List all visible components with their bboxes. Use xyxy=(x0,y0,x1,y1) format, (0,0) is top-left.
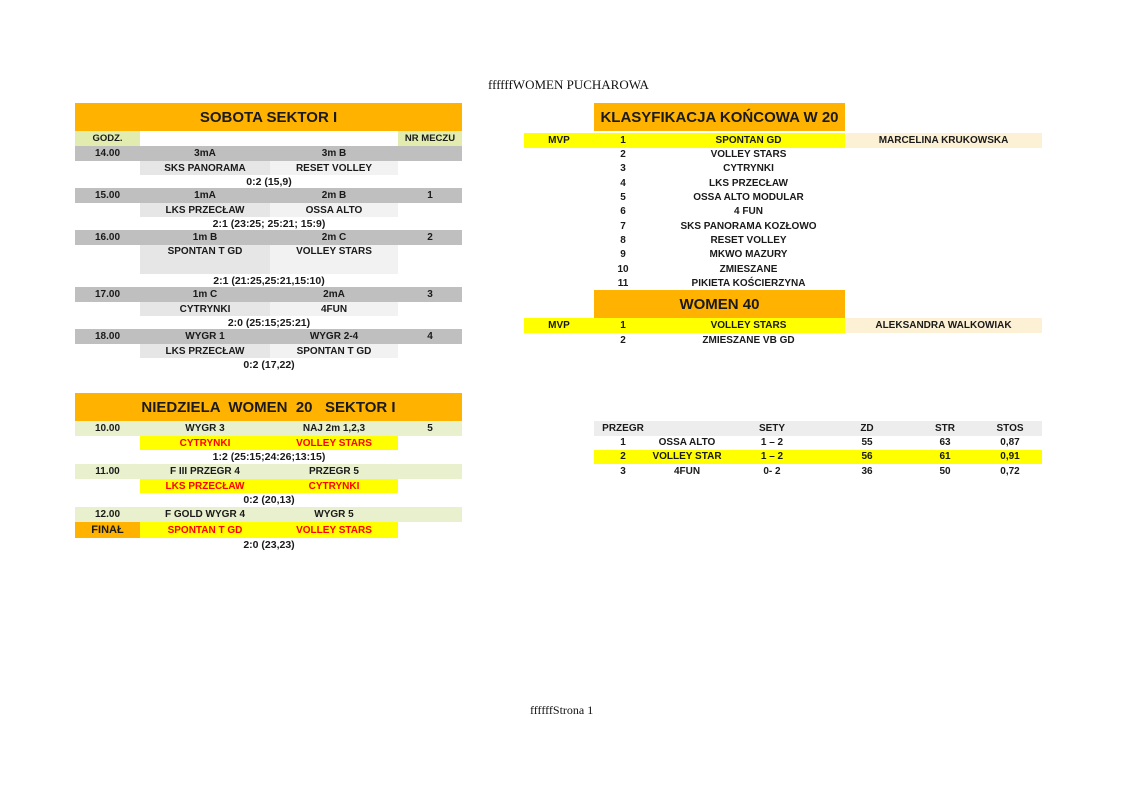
ranking-row-mvp xyxy=(524,133,1042,148)
sunday-table-header: NIEDZIELA WOMEN 20 SEKTOR I xyxy=(75,393,462,421)
spacer xyxy=(75,436,140,450)
spacer xyxy=(398,538,462,552)
spacer xyxy=(75,358,140,371)
match-teams-row xyxy=(75,344,462,358)
rank-number: 1 xyxy=(594,133,652,148)
match-score: 2:0 (25:15;25:21) xyxy=(227,316,311,329)
str-value: 61 xyxy=(912,450,978,464)
match-slot-a: WYGR 3 xyxy=(185,423,225,434)
match-slot-a: F III PRZEGR 4 xyxy=(169,466,240,477)
spacer xyxy=(75,538,140,552)
spacer xyxy=(75,161,140,175)
team-name: OSSA ALTO MODULAR xyxy=(693,192,804,204)
match-slot-b: NAJ 2m 1,2,3 xyxy=(302,423,366,434)
match-score: 0:2 (20,13) xyxy=(243,494,295,506)
match-slot-b: 2m C xyxy=(321,232,347,243)
spacer xyxy=(140,131,270,146)
mvp-label: MVP xyxy=(524,318,594,333)
spacer xyxy=(75,344,140,358)
match-score-row xyxy=(75,217,462,230)
team-b-name: 4FUN xyxy=(270,302,398,316)
team-name: ZMIESZANE VB GD xyxy=(702,334,795,346)
rank-number: 1 xyxy=(620,437,626,449)
team-b-name: VOLLEY STARS xyxy=(270,436,398,450)
ranking-row xyxy=(524,262,1042,276)
team-name: VOLLEY STAR xyxy=(652,451,722,463)
ranking-row xyxy=(524,276,1042,290)
str-value: 50 xyxy=(939,465,951,477)
team-a-name: SKS PANORAMA xyxy=(140,161,270,175)
spacer xyxy=(75,479,140,493)
mvp-label: MVP xyxy=(524,133,594,148)
spacer xyxy=(845,148,1042,162)
match-score: 2:1 (21:25,25:21,15:10) xyxy=(213,274,325,287)
sets-value: 0- 2 xyxy=(763,465,781,477)
rank-number: 1 xyxy=(594,318,652,333)
zd-value: 55 xyxy=(861,437,873,449)
rank-number: 6 xyxy=(620,206,626,218)
final-classification-table xyxy=(524,103,1042,347)
match-time: 18.00 xyxy=(94,331,121,342)
spacer xyxy=(845,333,1042,347)
ranking-row xyxy=(524,162,1042,176)
spacer xyxy=(270,131,398,146)
match-time: 14.00 xyxy=(94,148,121,159)
team-name: SPONTAN GD xyxy=(652,133,845,148)
match-time-row xyxy=(75,287,462,302)
team-a-name: CYTRYNKI xyxy=(140,302,270,316)
spacer xyxy=(398,493,462,507)
team-name: MKWO MAZURY xyxy=(709,249,788,261)
rank-number: 2 xyxy=(594,450,652,464)
match-score-row xyxy=(75,274,462,287)
spacer xyxy=(398,217,462,230)
team-name: OSSA ALTO xyxy=(658,437,716,449)
rank-number: 7 xyxy=(620,220,626,232)
match-teams-row xyxy=(75,203,462,217)
ranking-row xyxy=(524,205,1042,219)
spacer xyxy=(845,262,1042,276)
team-a-name: LKS PRZECŁAW xyxy=(140,344,270,358)
spacer xyxy=(398,302,462,316)
team-name: 4FUN xyxy=(673,465,701,477)
mvp-player-name: ALEKSANDRA WALKOWIAK xyxy=(845,318,1042,333)
match-time-row xyxy=(75,464,462,479)
spacer xyxy=(524,148,594,162)
spacer xyxy=(524,205,594,219)
page-title: ffffffWOMEN PUCHAROWA xyxy=(488,77,649,92)
spacer xyxy=(75,274,140,287)
match-time-row xyxy=(75,188,462,203)
team-name: RESET VOLLEY xyxy=(710,234,787,246)
match-score-row xyxy=(75,493,462,507)
rank-number: 3 xyxy=(620,163,626,175)
match-slot-b: 3m B xyxy=(321,148,347,159)
team-b-name: RESET VOLLEY xyxy=(270,161,398,175)
match-teams-row xyxy=(75,161,462,175)
match-time: 16.00 xyxy=(94,232,121,243)
match-slot-a: 3mA xyxy=(194,148,216,159)
spacer xyxy=(524,248,594,262)
ranking-row xyxy=(524,176,1042,190)
match-score-row xyxy=(75,175,462,188)
page-footer: ffffffStrona 1 xyxy=(530,703,594,717)
match-slot-b: 2mA xyxy=(323,289,345,300)
match-score: 1:2 (25:15;24:26;13:15) xyxy=(212,451,326,463)
zd-value: 36 xyxy=(861,465,873,477)
spacer xyxy=(398,203,462,217)
team-b-name: VOLLEY STARS xyxy=(270,245,398,274)
col-header-team xyxy=(652,421,722,436)
spacer xyxy=(75,217,140,230)
spacer xyxy=(845,248,1042,262)
match-number: 3 xyxy=(427,289,433,300)
spacer xyxy=(398,245,462,274)
spacer xyxy=(398,344,462,358)
match-number: 1 xyxy=(427,190,433,201)
match-score-row xyxy=(75,358,462,371)
stos-value: 0,91 xyxy=(978,450,1042,464)
team-name: CYTRYNKI xyxy=(723,163,774,175)
stos-value: 0,72 xyxy=(1000,465,1020,477)
str-value: 63 xyxy=(939,437,951,449)
match-slot-a: 1m C xyxy=(192,289,218,300)
spacer xyxy=(524,176,594,190)
rank-number: 10 xyxy=(617,263,629,275)
match-time-row xyxy=(75,230,462,245)
match-time: 17.00 xyxy=(94,289,121,300)
classification-w20-header-row xyxy=(524,103,1042,131)
spacer xyxy=(524,103,594,131)
match-teams-row xyxy=(75,245,462,274)
team-b-name: VOLLEY STARS xyxy=(270,522,398,538)
spacer xyxy=(398,522,462,538)
match-slot-a: WYGR 1 xyxy=(185,331,225,342)
match-time: 15.00 xyxy=(94,190,121,201)
match-score-row xyxy=(75,538,462,552)
spacer xyxy=(75,316,140,329)
spacer xyxy=(524,219,594,233)
match-number xyxy=(398,507,462,522)
rank-number: 9 xyxy=(620,249,626,261)
spacer xyxy=(845,162,1042,176)
spacer xyxy=(398,358,462,371)
zd-value: 56 xyxy=(822,450,912,464)
team-name: PIKIETA KOŚCIERZYNA xyxy=(691,277,806,289)
match-slot-b: 2m B xyxy=(321,190,347,201)
rank-number: 5 xyxy=(620,192,626,204)
match-slot-a: 1m B xyxy=(192,232,218,243)
match-time-row xyxy=(75,421,462,436)
match-score-row xyxy=(75,450,462,464)
team-a-name: SPONTAN T GD xyxy=(140,522,270,538)
spacer xyxy=(398,161,462,175)
ranking-row xyxy=(524,148,1042,162)
spacer xyxy=(845,219,1042,233)
match-score: 0:2 (15,9) xyxy=(246,175,292,188)
stats-row-highlighted xyxy=(594,450,1042,464)
ranking-row-mvp xyxy=(524,318,1042,333)
final-match-teams-row xyxy=(75,522,462,538)
ranking-row xyxy=(524,233,1042,247)
match-number xyxy=(398,146,462,161)
spacer xyxy=(845,176,1042,190)
match-slot-b: WYGR 2-4 xyxy=(309,331,359,342)
stos-value: 0,87 xyxy=(1000,437,1020,449)
spacer xyxy=(398,274,462,287)
sets-value: 1 – 2 xyxy=(760,437,784,449)
team-b-name: CYTRYNKI xyxy=(270,479,398,493)
match-slot-b: WYGR 5 xyxy=(314,509,354,520)
spacer xyxy=(398,436,462,450)
spacer xyxy=(524,276,594,290)
team-a-name: LKS PRZECŁAW xyxy=(140,479,270,493)
col-header-przegr: PRZEGR xyxy=(602,422,644,434)
team-name: 4 FUN xyxy=(734,206,763,218)
match-time: 10.00 xyxy=(94,423,121,434)
match-time: 11.00 xyxy=(95,466,120,477)
spacer xyxy=(75,450,140,464)
ranking-row xyxy=(524,190,1042,204)
stats-row xyxy=(594,436,1042,450)
col-header-str: STR xyxy=(935,422,955,434)
match-time-row xyxy=(75,329,462,344)
match-number: 2 xyxy=(427,232,433,243)
match-slot-b: PRZEGR 5 xyxy=(308,466,359,477)
spacer xyxy=(75,203,140,217)
losers-stats-table xyxy=(594,421,1042,478)
saturday-column-header-row xyxy=(75,131,462,146)
col-header-zd: ZD xyxy=(860,422,874,434)
saturday-schedule-table xyxy=(75,103,462,371)
classification-w20-title: KLASYFIKACJA KOŃCOWA W 20 xyxy=(594,103,845,131)
spacer xyxy=(845,205,1042,219)
match-time-row xyxy=(75,507,462,522)
final-label: FINAŁ xyxy=(75,522,140,538)
spacer xyxy=(398,450,462,464)
team-a-name: SPONTAN T GD xyxy=(140,245,270,274)
sets-value: 1 – 2 xyxy=(722,450,822,464)
match-score: 2:0 (23,23) xyxy=(243,539,295,551)
rank-number: 4 xyxy=(620,177,626,189)
spacer xyxy=(845,190,1042,204)
spacer xyxy=(75,302,140,316)
spacer xyxy=(845,233,1042,247)
match-number: 4 xyxy=(427,331,433,342)
rank-number: 11 xyxy=(617,277,629,289)
team-b-name: OSSA ALTO xyxy=(270,203,398,217)
spacer xyxy=(845,103,1042,131)
spacer xyxy=(398,316,462,329)
spacer xyxy=(524,233,594,247)
spacer xyxy=(75,245,140,274)
match-score: 2:1 (23:25; 25:21; 15:9) xyxy=(212,217,326,230)
rank-number: 3 xyxy=(620,465,626,477)
col-header-sety: SETY xyxy=(758,422,786,434)
women40-header-row xyxy=(524,290,1042,318)
sunday-schedule-table xyxy=(75,393,462,552)
match-score-row xyxy=(75,316,462,329)
spacer xyxy=(524,290,594,318)
team-a-name: CYTRYNKI xyxy=(140,436,270,450)
team-a-name: LKS PRZECŁAW xyxy=(140,203,270,217)
spacer xyxy=(845,276,1042,290)
match-no-column-header: NR MECZU xyxy=(398,131,462,146)
match-number: 5 xyxy=(427,423,433,434)
match-teams-row xyxy=(75,302,462,316)
team-name: ZMIESZANE xyxy=(719,263,778,275)
mvp-player-name: MARCELINA KRUKOWSKA xyxy=(845,133,1042,148)
stats-header-row xyxy=(594,421,1042,436)
spacer xyxy=(398,479,462,493)
match-slot-a: 1mA xyxy=(194,190,216,201)
match-slot-a: F GOLD WYGR 4 xyxy=(165,509,245,520)
team-name: LKS PRZECŁAW xyxy=(709,177,788,189)
team-name: SKS PANORAMA KOZŁOWO xyxy=(680,220,817,232)
spacer xyxy=(524,190,594,204)
time-column-header: GODZ. xyxy=(75,131,140,146)
ranking-row xyxy=(524,248,1042,262)
saturday-table-header: SOBOTA SEKTOR I xyxy=(75,103,462,131)
women40-title: WOMEN 40 xyxy=(594,290,845,318)
spacer xyxy=(75,493,140,507)
spacer xyxy=(524,333,594,347)
rank-number: 2 xyxy=(620,334,626,346)
spacer xyxy=(398,175,462,188)
spacer xyxy=(524,162,594,176)
team-name: VOLLEY STARS xyxy=(652,318,845,333)
rank-number: 2 xyxy=(620,149,626,161)
spacer xyxy=(524,262,594,276)
ranking-row xyxy=(524,219,1042,233)
rank-number: 8 xyxy=(620,234,626,246)
match-score: 0:2 (17,22) xyxy=(243,358,295,371)
spacer xyxy=(75,175,140,188)
team-b-name: SPONTAN T GD xyxy=(270,344,398,358)
match-number xyxy=(398,464,462,479)
spacer xyxy=(845,290,1042,318)
team-name: VOLLEY STARS xyxy=(710,149,787,161)
match-teams-row xyxy=(75,479,462,493)
col-header-stos: STOS xyxy=(996,422,1024,434)
ranking-row xyxy=(524,333,1042,347)
match-time-row xyxy=(75,146,462,161)
match-time: 12.00 xyxy=(94,509,121,520)
match-teams-row xyxy=(75,436,462,450)
stats-row xyxy=(594,464,1042,478)
